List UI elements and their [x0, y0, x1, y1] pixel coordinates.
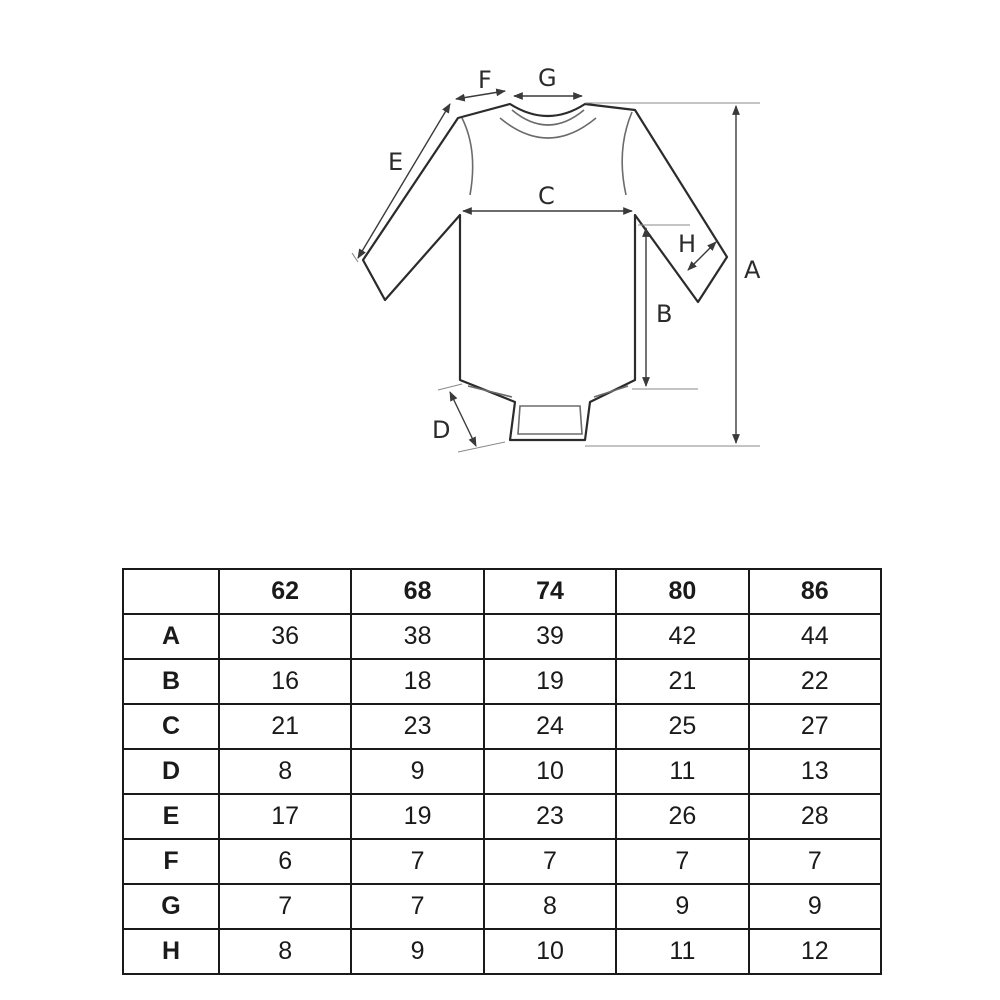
table-cell: 9: [351, 929, 483, 974]
table-cell: 21: [616, 659, 748, 704]
table-cell: 36: [219, 614, 351, 659]
table-cell: 10: [484, 749, 616, 794]
table-cell: 22: [749, 659, 881, 704]
table-cell: 19: [351, 794, 483, 839]
table-cell: 8: [219, 929, 351, 974]
table-cell: 27: [749, 704, 881, 749]
table-cell: 25: [616, 704, 748, 749]
table-cell: 8: [484, 884, 616, 929]
dimension-a: [585, 103, 761, 446]
table-cell: 23: [484, 794, 616, 839]
dimension-c: [463, 182, 632, 211]
row-label: G: [123, 884, 219, 929]
table-cell: 7: [749, 839, 881, 884]
label-h: H: [678, 230, 697, 258]
row-label: C: [123, 704, 219, 749]
row-label: A: [123, 614, 219, 659]
table-cell: 11: [616, 929, 748, 974]
shoulder-seam-right: [622, 112, 632, 195]
size-header: 86: [749, 569, 881, 614]
size-table: [122, 568, 882, 975]
table-cell: 7: [616, 839, 748, 884]
table-cell: 23: [351, 704, 483, 749]
label-c: C: [538, 182, 555, 210]
table-cell: 12: [749, 929, 881, 974]
table-cell: 18: [351, 659, 483, 704]
table-cell: 8: [219, 749, 351, 794]
table-cell: 39: [484, 614, 616, 659]
size-header: 74: [484, 569, 616, 614]
table-cell: 16: [219, 659, 351, 704]
table-cell: 38: [351, 614, 483, 659]
table-row: [123, 749, 881, 794]
table-cell: 44: [749, 614, 881, 659]
label-f: F: [478, 66, 492, 94]
bodysuit-icon: [363, 104, 727, 440]
table-cell: 7: [484, 839, 616, 884]
size-header: 80: [616, 569, 748, 614]
table-cell: 11: [616, 749, 748, 794]
table-cell: 13: [749, 749, 881, 794]
label-g: G: [538, 64, 557, 92]
table-cell: 17: [219, 794, 351, 839]
table-row: [123, 884, 881, 929]
table-row: [123, 929, 881, 974]
table-cell: 9: [351, 749, 483, 794]
table-cell: 24: [484, 704, 616, 749]
row-label: B: [123, 659, 219, 704]
table-cell: 19: [484, 659, 616, 704]
table-cell: 6: [219, 839, 351, 884]
row-label: F: [123, 839, 219, 884]
label-b: B: [656, 300, 673, 328]
row-label: H: [123, 929, 219, 974]
table-cell: 7: [351, 884, 483, 929]
table-cell: 21: [219, 704, 351, 749]
table-cell: 42: [616, 614, 748, 659]
size-header-row: [123, 569, 881, 614]
dimension-h: [678, 230, 716, 270]
size-header: 68: [351, 569, 483, 614]
table-cell: 7: [219, 884, 351, 929]
bodysuit-outline: [363, 104, 727, 440]
table-cell: 26: [616, 794, 748, 839]
label-a: A: [744, 256, 761, 284]
neckline-trim: [500, 110, 596, 138]
corner-cell: [123, 569, 219, 614]
table-cell: 28: [749, 794, 881, 839]
dimension-g: [514, 64, 582, 96]
table-row: [123, 794, 881, 839]
label-d: D: [432, 416, 451, 444]
table-row: [123, 839, 881, 884]
dimension-f: [456, 66, 505, 99]
table-cell: 10: [484, 929, 616, 974]
table-row: [123, 704, 881, 749]
row-label: D: [123, 749, 219, 794]
dimension-e: [352, 104, 450, 262]
label-e: E: [388, 148, 404, 176]
table-cell: 9: [616, 884, 748, 929]
table-row: [123, 614, 881, 659]
row-label: E: [123, 794, 219, 839]
shoulder-seam-left: [462, 118, 473, 195]
table-row: [123, 659, 881, 704]
table-cell: 9: [749, 884, 881, 929]
table-cell: 7: [351, 839, 483, 884]
size-header: 62: [219, 569, 351, 614]
